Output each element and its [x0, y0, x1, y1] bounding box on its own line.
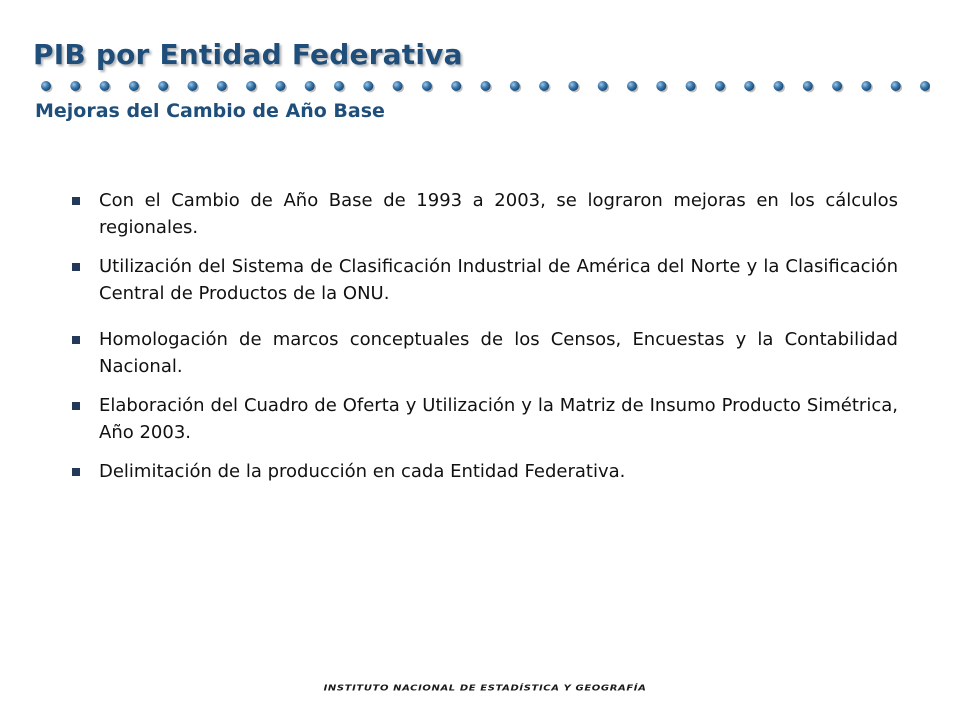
- divider-dot: [188, 81, 198, 91]
- bullet-text: Elaboración del Cuadro de Oferta y Utilización y la Matriz de Insumo Producto Simétrica, Año 2003.: [99, 395, 898, 443]
- divider-dot: [481, 81, 491, 91]
- divider-dot: [510, 81, 520, 91]
- divider-dot: [598, 81, 608, 91]
- divider-dot: [275, 81, 285, 91]
- footer-institution: [0, 683, 960, 694]
- divider-dot: [744, 81, 754, 91]
- bullet-item: [72, 187, 898, 241]
- square-bullet-icon: [72, 263, 80, 271]
- bullet-text: Homologación de marcos conceptuales de los Censos, Encuestas y la Contabilidad Nacional.: [99, 329, 898, 377]
- bullet-item: [72, 458, 898, 485]
- slide-title: PIB por Entidad Federativa: [33, 38, 463, 71]
- square-bullet-icon: [72, 197, 80, 205]
- divider-dot: [861, 81, 871, 91]
- bullet-text: Utilización del Sistema de Clasificación Industrial de América del Norte y la Clasificación Central de Productos de la ONU.: [99, 256, 898, 304]
- bullet-item: [72, 326, 898, 380]
- divider-dot: [305, 81, 315, 91]
- divider-dot: [363, 81, 373, 91]
- bullet-text: Delimitación de la producción en cada Entidad Federativa.: [99, 461, 626, 482]
- bullet-item: [72, 253, 898, 307]
- divider-dot: [891, 81, 901, 91]
- divider-dot: [334, 81, 344, 91]
- divider-dot: [920, 81, 930, 91]
- divider-dot: [686, 81, 696, 91]
- divider-dot: [70, 81, 80, 91]
- divider-dot: [715, 81, 725, 91]
- divider-dot: [451, 81, 461, 91]
- divider-dot: [217, 81, 227, 91]
- divider-dot: [832, 81, 842, 91]
- bullet-text: Con el Cambio de Año Base de 1993 a 2003, se lograron mejoras en los cálculos regionales.: [99, 190, 898, 238]
- slide-subtitle: Mejoras del Cambio de Año Base: [35, 100, 385, 122]
- divider-dot: [393, 81, 403, 91]
- divider-dot: [41, 81, 51, 91]
- divider-dot: [422, 81, 432, 91]
- divider-dot: [129, 81, 139, 91]
- dotted-divider: [40, 78, 930, 94]
- square-bullet-icon: [72, 468, 80, 476]
- footer-text: INSTITUTO NACIONAL DE ESTADÍSTICA Y GEOGRAFÍA: [323, 684, 647, 693]
- divider-dot: [627, 81, 637, 91]
- divider-dot: [656, 81, 666, 91]
- square-bullet-icon: [72, 402, 80, 410]
- divider-dot: [774, 81, 784, 91]
- divider-dot: [803, 81, 813, 91]
- divider-dot: [246, 81, 256, 91]
- bullet-item: [72, 392, 898, 446]
- divider-dot: [568, 81, 578, 91]
- bullet-list: [72, 187, 898, 497]
- divider-dot: [158, 81, 168, 91]
- square-bullet-icon: [72, 336, 80, 344]
- divider-dot: [539, 81, 549, 91]
- divider-dot: [100, 81, 110, 91]
